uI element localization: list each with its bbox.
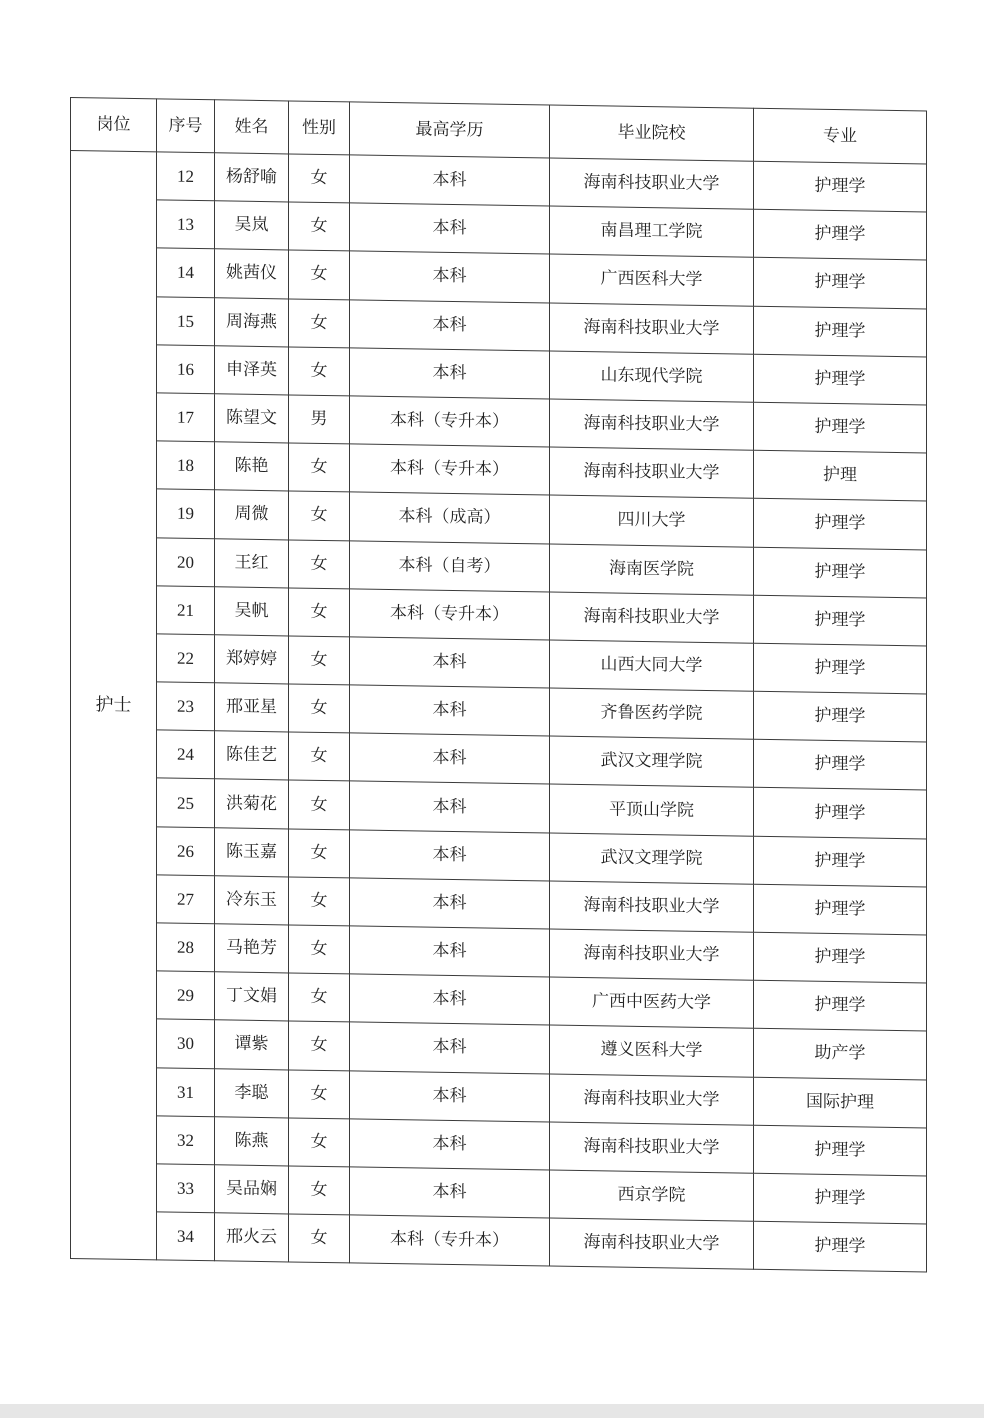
cell-seq: 14	[157, 248, 215, 297]
cell-education: 本科	[350, 251, 550, 302]
cell-name: 周海燕	[215, 297, 289, 346]
cell-gender: 男	[289, 395, 350, 444]
cell-education: 本科	[350, 1119, 550, 1170]
cell-education: 本科	[350, 733, 550, 784]
cell-name: 吴岚	[215, 201, 289, 250]
cell-school: 武汉文理学院	[550, 736, 754, 787]
cell-name: 马艳芳	[215, 924, 289, 973]
cell-seq: 16	[157, 345, 215, 394]
cell-school: 海南科技职业大学	[550, 399, 754, 450]
cell-school: 遵义医科大学	[550, 1025, 754, 1076]
cell-major: 护理学	[754, 354, 927, 405]
cell-major: 护理学	[754, 788, 927, 839]
cell-school: 广西中医药大学	[550, 977, 754, 1028]
cell-education: 本科	[350, 1070, 550, 1121]
cell-major: 护理	[754, 450, 927, 501]
cell-gender: 女	[289, 1166, 350, 1215]
cell-gender: 女	[289, 154, 350, 203]
cell-gender: 女	[289, 1069, 350, 1118]
cell-name: 谭紫	[215, 1020, 289, 1069]
cell-education: 本科	[350, 348, 550, 399]
cell-seq: 23	[157, 682, 215, 731]
cell-major: 护理学	[754, 643, 927, 694]
cell-education: 本科	[350, 299, 550, 350]
cell-education: 本科（成高）	[350, 492, 550, 543]
cell-school: 海南科技职业大学	[550, 303, 754, 354]
cell-major: 护理学	[754, 1173, 927, 1224]
cell-name: 陈玉嘉	[215, 827, 289, 876]
cell-name: 吴帆	[215, 586, 289, 635]
cell-school: 海南科技职业大学	[550, 929, 754, 980]
cell-seq: 24	[157, 730, 215, 779]
cell-major: 护理学	[754, 980, 927, 1031]
cell-school: 山东现代学院	[550, 351, 754, 402]
cell-seq: 22	[157, 634, 215, 683]
cell-major: 护理学	[754, 209, 927, 260]
cell-gender: 女	[289, 636, 350, 685]
cell-post: 护士	[71, 151, 157, 1261]
cell-seq: 25	[157, 778, 215, 827]
cell-school: 武汉文理学院	[550, 833, 754, 884]
cell-seq: 12	[157, 152, 215, 201]
cell-gender: 女	[289, 202, 350, 251]
cell-major: 护理学	[754, 836, 927, 887]
cell-school: 西京学院	[550, 1170, 754, 1221]
cell-name: 陈艳	[215, 442, 289, 491]
cell-school: 海南科技职业大学	[550, 447, 754, 498]
cell-seq: 26	[157, 826, 215, 875]
cell-school: 山西大同大学	[550, 640, 754, 691]
cell-major: 护理学	[754, 1221, 927, 1272]
cell-gender: 女	[289, 973, 350, 1022]
header-major: 专业	[754, 108, 927, 164]
cell-name: 杨舒喻	[215, 153, 289, 202]
cell-major: 护理学	[754, 161, 927, 212]
cell-education: 本科（专升本）	[350, 1215, 550, 1266]
cell-education: 本科	[350, 974, 550, 1025]
cell-name: 陈望文	[215, 394, 289, 443]
cell-major: 护理学	[754, 884, 927, 935]
cell-name: 李聪	[215, 1068, 289, 1117]
cell-gender: 女	[289, 780, 350, 829]
cell-gender: 女	[289, 588, 350, 637]
cell-name: 吴品娴	[215, 1165, 289, 1214]
cell-school: 广西医科大学	[550, 254, 754, 305]
cell-name: 郑婷婷	[215, 635, 289, 684]
cell-education: 本科	[350, 1167, 550, 1218]
cell-school: 四川大学	[550, 495, 754, 546]
cell-name: 姚茜仪	[215, 249, 289, 298]
cell-name: 周微	[215, 490, 289, 539]
cell-major: 国际护理	[754, 1077, 927, 1128]
cell-school: 海南医学院	[550, 544, 754, 595]
cell-seq: 34	[157, 1212, 215, 1261]
cell-seq: 19	[157, 489, 215, 538]
cell-name: 邢火云	[215, 1213, 289, 1262]
header-post: 岗位	[71, 98, 157, 152]
cell-education: 本科	[350, 1022, 550, 1073]
cell-education: 本科	[350, 830, 550, 881]
cell-school: 平顶山学院	[550, 784, 754, 835]
cell-gender: 女	[289, 443, 350, 492]
cell-education: 本科	[350, 878, 550, 929]
cell-name: 陈佳艺	[215, 731, 289, 780]
cell-name: 王红	[215, 538, 289, 587]
cell-seq: 17	[157, 393, 215, 442]
cell-gender: 女	[289, 1214, 350, 1263]
cell-school: 海南科技职业大学	[550, 881, 754, 932]
cell-education: 本科（专升本）	[350, 396, 550, 447]
cell-education: 本科	[350, 203, 550, 254]
cell-gender: 女	[289, 732, 350, 781]
header-seq: 序号	[157, 99, 215, 153]
cell-education: 本科（专升本）	[350, 444, 550, 495]
cell-name: 冷东玉	[215, 876, 289, 925]
cell-education: 本科	[350, 155, 550, 206]
cell-major: 护理学	[754, 306, 927, 357]
cell-school: 海南科技职业大学	[550, 592, 754, 643]
cell-seq: 18	[157, 441, 215, 490]
cell-name: 邢亚星	[215, 683, 289, 732]
header-school: 毕业院校	[550, 105, 754, 161]
cell-seq: 15	[157, 296, 215, 345]
cell-gender: 女	[289, 1021, 350, 1070]
cell-school: 南昌理工学院	[550, 206, 754, 257]
cell-school: 海南科技职业大学	[550, 158, 754, 209]
cell-name: 丁文娟	[215, 972, 289, 1021]
cell-name: 申泽英	[215, 346, 289, 395]
cell-seq: 20	[157, 537, 215, 586]
cell-major: 护理学	[754, 595, 927, 646]
cell-school: 海南科技职业大学	[550, 1218, 754, 1269]
cell-school: 齐鲁医药学院	[550, 688, 754, 739]
cell-education: 本科	[350, 781, 550, 832]
cell-school: 海南科技职业大学	[550, 1122, 754, 1173]
cell-seq: 27	[157, 875, 215, 924]
cell-major: 助产学	[754, 1029, 927, 1080]
header-name: 姓名	[215, 100, 289, 154]
cell-gender: 女	[289, 877, 350, 926]
cell-name: 陈燕	[215, 1117, 289, 1166]
cell-major: 护理学	[754, 402, 927, 453]
cell-seq: 30	[157, 1019, 215, 1068]
cell-seq: 31	[157, 1067, 215, 1116]
cell-major: 护理学	[754, 499, 927, 550]
cell-gender: 女	[289, 347, 350, 396]
staff-table	[70, 97, 927, 1273]
cell-major: 护理学	[754, 547, 927, 598]
cell-seq: 32	[157, 1116, 215, 1165]
cell-seq: 29	[157, 971, 215, 1020]
cell-seq: 21	[157, 586, 215, 635]
table-body	[71, 151, 927, 1273]
cell-gender: 女	[289, 539, 350, 588]
cell-seq: 28	[157, 923, 215, 972]
cell-education: 本科	[350, 926, 550, 977]
cell-gender: 女	[289, 684, 350, 733]
cell-education: 本科	[350, 685, 550, 736]
cell-major: 护理学	[754, 1125, 927, 1176]
cell-school: 海南科技职业大学	[550, 1074, 754, 1125]
cell-seq: 13	[157, 200, 215, 249]
cell-seq: 33	[157, 1164, 215, 1213]
cell-gender: 女	[289, 1118, 350, 1167]
cell-education: 本科（自考）	[350, 540, 550, 591]
cell-gender: 女	[289, 250, 350, 299]
cell-major: 护理学	[754, 932, 927, 983]
cell-gender: 女	[289, 491, 350, 540]
cell-gender: 女	[289, 925, 350, 974]
cell-education: 本科	[350, 637, 550, 688]
cell-education: 本科（专升本）	[350, 589, 550, 640]
cell-gender: 女	[289, 829, 350, 878]
header-gender: 性别	[289, 101, 350, 155]
page-bottom-edge	[0, 1404, 984, 1418]
cell-major: 护理学	[754, 691, 927, 742]
header-education: 最高学历	[350, 102, 550, 158]
cell-major: 护理学	[754, 739, 927, 790]
cell-name: 洪菊花	[215, 779, 289, 828]
cell-gender: 女	[289, 298, 350, 347]
cell-major: 护理学	[754, 258, 927, 309]
